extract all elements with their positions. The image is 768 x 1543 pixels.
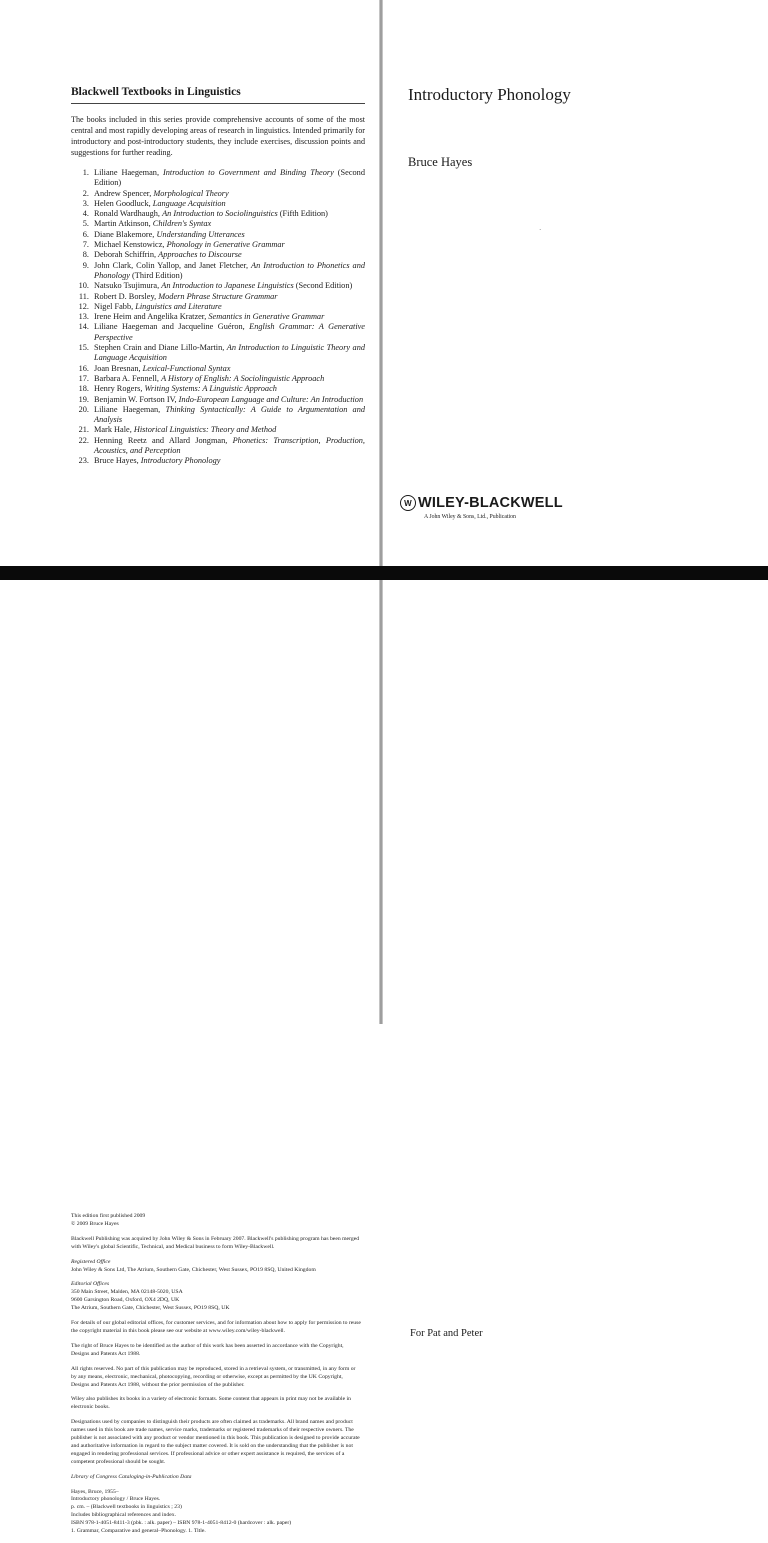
book-entry <box>94 312 365 322</box>
book-number: 16. <box>78 363 89 373</box>
book-item <box>71 292 365 302</box>
book-number: 12. <box>78 301 89 311</box>
book-number: 7. <box>82 240 89 250</box>
copyright-heading: Editorial Offices <box>71 1281 110 1288</box>
book-item <box>71 240 365 250</box>
book-entry <box>94 168 365 189</box>
book-item <box>71 219 365 229</box>
book-item <box>71 456 365 466</box>
book-title-text: Phonetics: Transcription, Production, Acoustics, and Perception <box>94 435 365 456</box>
copyright-heading: Library of Congress Cataloging-in-Publication Data <box>71 1473 192 1480</box>
book-number: 17. <box>78 373 89 383</box>
book-number: 11. <box>78 291 89 301</box>
copyright-line: For details of our global editorial offices, for customer services, and for information about how to apply for permission to reuse the copyright material in this book please see our website at www.wiley.com/wiley-blackwell. <box>71 1320 361 1334</box>
copyright-line: Designations used by companies to distinguish their products are often claimed as trademarks. All brand names and product names used in this book are trade names, service marks, trademarks or registered trademarks of their respective owners. The publisher is not associated with any product or vendor mentioned in this book. This publication is designed to provide accurate and authoritative information in regard to the subject matter covered. It is sold on the understanding that the publisher is not engaged in rendering professional services. If professional advice or other expert assistance is required, the services of a competent professional should be sought. <box>71 1419 360 1465</box>
dedication-page <box>383 580 768 1339</box>
book-number: 14. <box>78 322 89 332</box>
copyright-line: 9600 Garsington Road, Oxford, OX4 2DQ, UK <box>71 1297 180 1304</box>
book-item <box>71 374 365 384</box>
book-title-text: Introductory Phonology <box>140 456 221 466</box>
copyright-paragraph <box>71 1343 362 1359</box>
book-number: 5. <box>82 219 89 229</box>
copyright-line: Wiley also publishes its books in a variety of electronic formats. Some content that appears in print may not be available in electronic books. <box>71 1396 351 1411</box>
book-number: 18. <box>78 384 89 394</box>
book-entry <box>94 240 365 250</box>
book-title-text: Children's Syntax <box>152 219 212 229</box>
book-entry <box>94 219 365 229</box>
series-title: Blackwell Textbooks in Linguistics <box>71 86 241 98</box>
copyright-paragraph <box>71 1419 362 1466</box>
book-author-name: Henry Rogers, <box>94 384 143 394</box>
book-item <box>71 281 365 291</box>
book-edition: (Second Edition) <box>295 281 353 291</box>
book-author-name: Ronald Wardhaugh, <box>94 209 161 219</box>
book-entry <box>94 261 365 282</box>
book-title: Introductory Phonology <box>408 85 571 104</box>
book-author-name: Mark Hale, <box>94 425 132 435</box>
book-item <box>71 364 365 374</box>
copyright-paragraph <box>71 1213 362 1229</box>
book-author-name: Irene Heim and Angelika Kratzer, <box>94 312 207 322</box>
copyright-line: John Wiley & Sons Ltd, The Atrium, Southern Gate, Chichester, West Sussex, PO19 8SQ, United Kingdom <box>71 1266 316 1273</box>
book-author-name: Diane Blakemore, <box>94 229 155 239</box>
copyright-text <box>71 1213 362 1543</box>
book-number: 15. <box>78 343 89 353</box>
book-number: 13. <box>78 312 89 322</box>
book-author-name: Bruce Hayes, <box>94 456 139 466</box>
book-entry <box>94 199 365 209</box>
book-entry <box>94 456 365 466</box>
book-item <box>71 189 365 199</box>
book-item <box>71 168 365 189</box>
book-author-name: Barbara A. Fennell, <box>94 373 159 383</box>
book-list <box>71 168 365 467</box>
book-number: 1. <box>82 168 89 177</box>
copyright-paragraph <box>71 1236 362 1252</box>
book-edition: (Third Edition) <box>132 270 183 280</box>
book-title-text: Semantics in Generative Grammar <box>208 312 325 322</box>
book-author-name: Martin Atkinson, <box>94 219 151 229</box>
book-number: 19. <box>78 394 89 404</box>
copyright-line: p. cm. – (Blackwell textbooks in linguistics ; 23) <box>71 1504 182 1511</box>
copyright-paragraph <box>71 1474 362 1482</box>
copyright-line: 350 Main Street, Malden, MA 02148-5020, USA <box>71 1289 183 1296</box>
book-title-text: Modern Phrase Structure Grammar <box>158 291 278 301</box>
book-author-name: Henning Reetz and Allard Jongman, <box>94 435 228 445</box>
publisher-logo <box>400 495 563 511</box>
book-author-name: Liliane Haegeman and Jacqueline Guéron, <box>94 322 245 332</box>
book-title-text: Approaches to Discourse <box>158 250 242 260</box>
copyright-line: This edition first published 2009 <box>71 1213 146 1219</box>
scan-divider <box>0 566 768 580</box>
book-author-name: Deborah Schiffrin, <box>94 250 157 260</box>
book-edition: (Second Edition) <box>94 168 365 188</box>
book-edition: (Fifth Edition) <box>279 209 328 219</box>
book-author-name: Benjamin W. Fortson IV, <box>94 394 177 404</box>
book-title-text: Historical Linguistics: Theory and Method <box>133 425 277 435</box>
book-item <box>71 436 365 457</box>
book-entry <box>94 292 365 302</box>
book-entry <box>94 374 365 384</box>
book-item <box>71 405 365 426</box>
book-item <box>71 425 365 435</box>
copyright-paragraph <box>71 1320 362 1336</box>
book-item <box>71 343 365 364</box>
copyright-paragraph <box>71 1489 362 1536</box>
book-entry <box>94 384 365 394</box>
book-author-name: Nigel Fabb, <box>94 301 134 311</box>
book-title-text: An Introduction to Sociolinguistics <box>162 209 278 219</box>
book-item <box>71 384 365 394</box>
copyright-line: All rights reserved. No part of this publication may be reproduced, stored in a retrieval system, or transmitted, in any form or by any means, electronic, mechanical, photocopying, recording or otherwise, except as permitted by the UK Copyright, Designs and Patents Act 1988, without the prior permission of the publisher. <box>71 1365 356 1388</box>
book-author-name: Joan Bresnan, <box>94 363 141 373</box>
book-author-name: Liliane Haegeman, <box>94 404 161 414</box>
book-item <box>71 395 365 405</box>
copyright-line: Introductory phonology / Bruce Hayes. <box>71 1496 161 1503</box>
book-entry <box>94 281 365 291</box>
book-title-text: Linguistics and Literature <box>135 301 222 311</box>
book-entry <box>94 436 365 457</box>
copyright-paragraph <box>71 1259 362 1275</box>
book-number: 9. <box>82 260 89 270</box>
book-title-text: Thinking Syntactically: A Guide to Argumentation and Analysis <box>94 404 366 425</box>
book-title-text: Understanding Utterances <box>156 229 245 239</box>
copyright-paragraph <box>71 1396 362 1412</box>
book-entry <box>94 209 365 219</box>
book-title-text: An Introduction to Linguistic Theory and Language Acquisition <box>94 343 365 363</box>
publisher-logo-text: WILEY-BLACKWELL <box>418 495 563 511</box>
copyright-line: Hayes, Bruce, 1955– <box>71 1488 119 1495</box>
copyright-paragraph <box>71 1281 362 1313</box>
book-number: 21. <box>78 425 89 435</box>
book-item <box>71 199 365 209</box>
copyright-line: The Atrium, Southern Gate, Chichester, West Sussex, PO19 8SQ, UK <box>71 1305 230 1312</box>
copyright-paragraph <box>71 1366 362 1390</box>
book-number: 2. <box>82 188 89 198</box>
page-speck: · <box>539 226 542 234</box>
book-number: 22. <box>78 435 89 445</box>
book-number: 4. <box>82 209 89 219</box>
book-author-name: Liliane Haegeman, <box>94 168 160 177</box>
series-intro: The books included in this series provide comprehensive accounts of some of the most central and most rapidly developing areas of research in linguistics. Intended primarily for introductory and post-introductory students, they include exercises, discussion points and suggestions for further reading. <box>71 115 365 157</box>
book-entry <box>94 189 365 199</box>
book-author-name: Natsuko Tsujimura, <box>94 281 160 291</box>
book-item <box>71 312 365 322</box>
book-item <box>71 302 365 312</box>
book-entry <box>94 230 365 240</box>
book-number: 10. <box>78 281 89 291</box>
book-title-text: Morphological Theory <box>153 188 229 198</box>
book-title-text: An Introduction to Japanese Linguistics <box>161 281 294 291</box>
copyright-line: 1. Grammar, Comparative and general–Phonology. 1. Title. <box>71 1528 206 1535</box>
wiley-logo-icon: W <box>400 495 416 511</box>
book-title-text: Introduction to Government and Binding Theory <box>163 168 334 177</box>
copyright-line: © 2009 Bruce Hayes <box>71 1220 119 1227</box>
book-number: 6. <box>82 229 89 239</box>
book-title-text: English Grammar: A Generative Perspective <box>94 322 365 342</box>
book-number: 3. <box>82 198 89 208</box>
book-author-name: Robert D. Borsley, <box>94 291 157 301</box>
book-number: 20. <box>78 404 89 414</box>
book-item <box>71 322 365 343</box>
dedication: For Pat and Peter <box>410 1328 483 1339</box>
copyright-heading: Registered Office <box>71 1258 111 1265</box>
publisher-subtitle: A John Wiley & Sons, Ltd., Publication <box>424 514 516 520</box>
book-author: Bruce Hayes <box>408 155 473 169</box>
book-author-name: Michael Kenstowicz, <box>94 240 165 250</box>
copyright-line: ISBN 978-1-4051-8411-3 (pbk. : alk. paper) – ISBN 978-1-4051-8412-0 (hardcover : alk. paper) <box>71 1520 292 1527</box>
book-item <box>71 230 365 240</box>
series-page <box>0 0 380 566</box>
book-number: 23. <box>78 456 89 466</box>
book-entry <box>94 364 365 374</box>
book-title-text: Language Acquisition <box>152 198 226 208</box>
copyright-line: The right of Bruce Hayes to be identified as the author of this work has been asserted in accordance with the Copyright, Designs and Patents Act 1988. <box>71 1342 344 1357</box>
book-title-text: A History of English: A Sociolinguistic Approach <box>161 373 325 383</box>
book-item <box>71 250 365 260</box>
book-title-text: Phonology in Generative Grammar <box>166 240 285 250</box>
book-entry <box>94 302 365 312</box>
copyright-line: Blackwell Publishing was acquired by John Wiley & Sons in February 2007. Blackwell's publishing program has been merged with Wiley's global Scientific, Technical, and Medical business to form Wiley-Blackwell. <box>71 1235 360 1250</box>
book-title-text: An Introduction to Phonetics and Phonology <box>94 260 365 280</box>
book-title-text: Indo-European Language and Culture: An Introduction <box>178 394 364 404</box>
copyright-page <box>0 580 380 1535</box>
book-author-name: Helen Goodluck, <box>94 198 151 208</box>
book-entry <box>94 425 365 435</box>
book-author-name: Andrew Spencer, <box>94 188 152 198</box>
book-title-text: Lexical-Functional Syntax <box>142 363 231 373</box>
book-entry <box>94 405 365 426</box>
book-number: 8. <box>82 250 89 260</box>
title-rule <box>71 103 365 104</box>
book-entry <box>94 343 365 364</box>
copyright-line: Includes bibliographical references and index. <box>71 1512 177 1519</box>
book-item <box>71 261 365 282</box>
title-page <box>383 0 768 566</box>
book-author-name: John Clark, Colin Yallop, and Janet Fletcher, <box>94 260 249 270</box>
book-title-text: Writing Systems: A Linguistic Approach <box>144 384 277 394</box>
book-entry <box>94 250 365 260</box>
book-entry <box>94 395 365 405</box>
book-entry <box>94 322 365 343</box>
book-item <box>71 209 365 219</box>
book-author-name: Stephen Crain and Diane Lillo-Martin, <box>94 343 225 353</box>
